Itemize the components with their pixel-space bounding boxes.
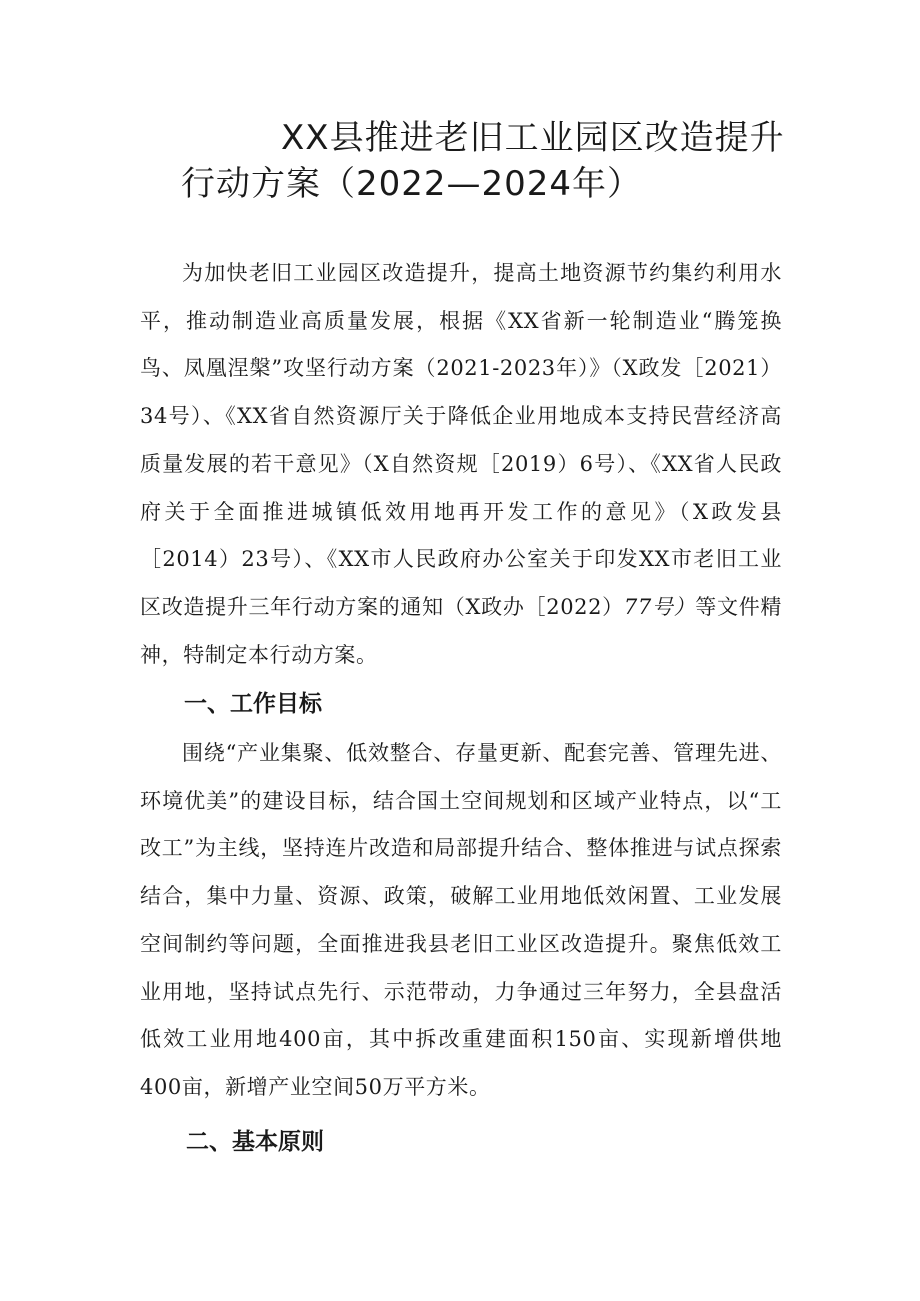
work-goals-section [140, 730, 782, 1112]
intro-paragraph-italic-text: 77号） [623, 594, 696, 619]
section-heading-basic-principles: 二、基本原则 [186, 1129, 324, 1155]
work-goals-paragraph: 围绕“产业集聚、低效整合、存量更新、配套完善、管理先进、环境优美”的建设目标，结合国土空间规划和区域产业特点，以“工改工”为主线，坚持连片改造和局部提升结合、整体推进与试点探索结合，集中力量、资源、政策，破解工业用地低效闲置、工业发展空间制约等问题，全面推进我县老旧工业区改造提升。聚焦低效工业用地，坚持试点先行、示范带动，力争通过三年努力，全县盘活低效工业用地400亩，其中拆改重建面积150亩、实现新增供地400亩，新增产业空间50万平方米。 [140, 741, 782, 1099]
intro-section [140, 250, 782, 679]
intro-paragraph-closing-text: 等文件精神，特制定本行动方案。 [140, 594, 782, 667]
document-title-line-1: XX县推进老旧工业园区改造提升 [281, 118, 785, 158]
intro-paragraph-text: 为加快老旧工业园区改造提升，提高土地资源节约集约利用水平，推动制造业高质量发展，根据《XX省新一轮制造业“腾笼换鸟、凤凰涅槃”攻坚行动方案（2021-2023年）》（X政发［2021）34号）、《XX省自然资源厅关于降低企业用地成本支持民营经济高质量发展的若干意见》（X自然资规［2019）6号）、《XX省人民政府关于全面推进城镇低效用地再开发工作的意见》（X政发县［2014）23号）、《XX市人民政府办公室关于印发XX市老旧工业区改造提升三年行动方案的通知（X政办［2022） [140, 261, 782, 619]
document-title-line-2: 行动方案（2022—2024年） [181, 164, 643, 204]
intro-paragraph [140, 250, 782, 679]
section-heading-work-goals: 一、工作目标 [184, 691, 322, 717]
